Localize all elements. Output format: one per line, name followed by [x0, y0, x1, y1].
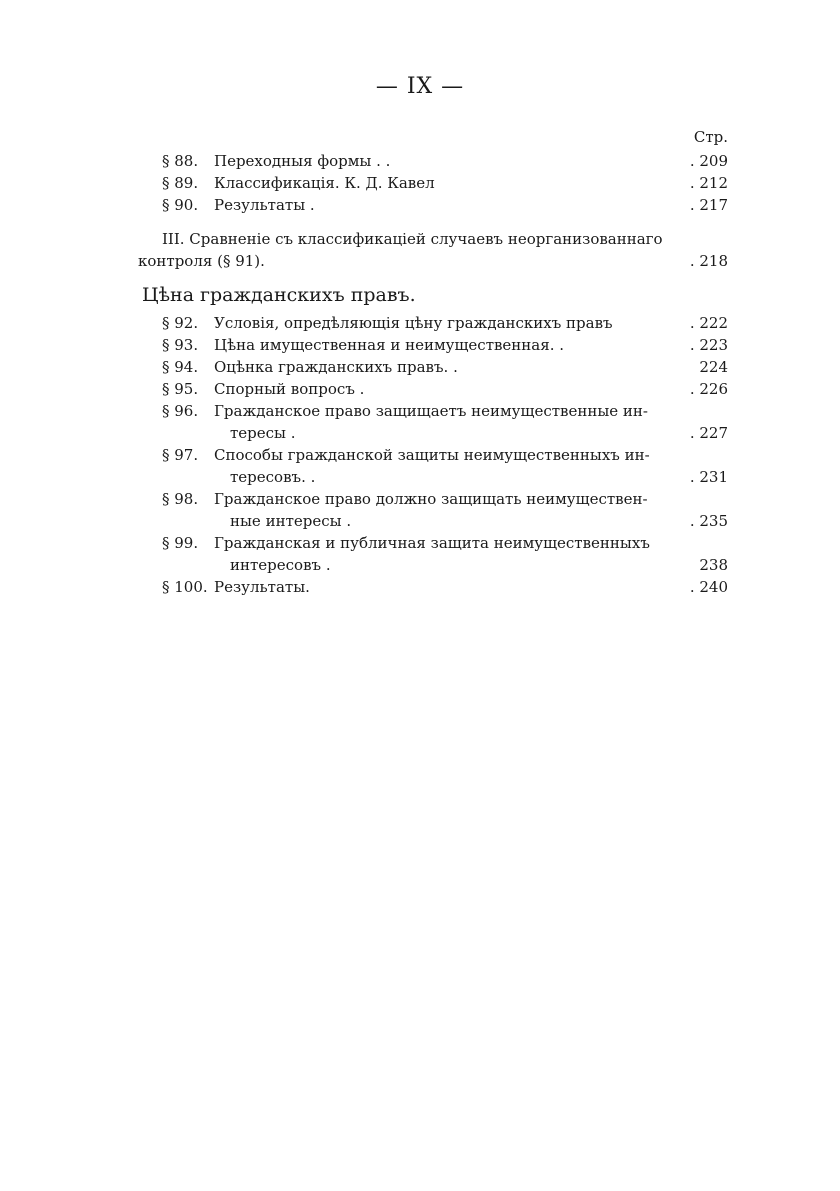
entry-title: Цѣна имущественная и неимущественная. . [214, 336, 565, 354]
toc-entry-90[interactable] [162, 194, 728, 216]
page-number: . 227 [689, 424, 728, 442]
page-column-label: Стр. [693, 128, 728, 146]
page-number: . 223 [689, 336, 728, 354]
entry-title-line-2: контроля (§ 91). [138, 252, 265, 270]
entry-title-continuation: тересовъ. . [230, 468, 316, 486]
entry-title-continuation: ные интересы . [230, 512, 352, 530]
section-number: § 94. [162, 358, 199, 376]
page-number: . 226 [689, 380, 728, 398]
entry-title: Оцѣнка гражданскихъ правъ. . [214, 358, 458, 376]
entry-title-line-1: III. Сравненіе съ классификаціей случаевъ неорганизованнаго [162, 230, 663, 248]
section-number: § 89. [162, 174, 199, 192]
entry-title: Условія, опредѣляющія цѣну гражданскихъ правъ [214, 314, 613, 332]
toc-entry-98[interactable] [162, 488, 728, 532]
toc-entry-roman-iii[interactable] [138, 228, 728, 272]
page-number: 224 [699, 358, 728, 376]
page-number: . 209 [689, 152, 728, 170]
toc-entry-97[interactable] [162, 444, 728, 488]
toc-entry-92[interactable] [162, 312, 728, 334]
entry-title: Переходныя формы . . [214, 152, 391, 170]
toc-entry-96[interactable] [162, 400, 728, 444]
page-number: . 212 [689, 174, 728, 192]
toc-entry-93[interactable] [162, 334, 728, 356]
entry-title: Спорный вопросъ . [214, 380, 365, 398]
section-number: § 95. [162, 380, 199, 398]
section-number: § 96. [162, 402, 199, 420]
entry-title: Способы гражданской защиты неимущественныхъ ин- [214, 446, 650, 464]
chapter-heading: Цѣна гражданскихъ правъ. [142, 284, 416, 306]
entry-title: Гражданская и публичная защита неимущественныхъ [214, 534, 650, 552]
section-number: § 98. [162, 490, 199, 508]
toc-entry-89[interactable] [162, 172, 728, 194]
table-of-contents [138, 126, 728, 598]
section-a-list [162, 150, 728, 216]
entry-title-continuation: интересовъ . [230, 556, 331, 574]
page-number: . 218 [689, 252, 728, 270]
section-number: § 88. [162, 152, 199, 170]
entry-title: Результаты. [214, 578, 310, 596]
toc-entry-88[interactable] [162, 150, 728, 172]
entry-title: Результаты . [214, 196, 315, 214]
section-number: § 92. [162, 314, 199, 332]
page-number: 238 [699, 556, 728, 574]
section-number: § 97. [162, 446, 199, 464]
toc-entry-95[interactable] [162, 378, 728, 400]
page-number: . 222 [689, 314, 728, 332]
entry-title-continuation: тересы . [230, 424, 296, 442]
toc-entry-94[interactable] [162, 356, 728, 378]
page-number: . 235 [689, 512, 728, 530]
section-number: § 100. [162, 578, 208, 596]
page-number: . 217 [689, 196, 728, 214]
section-number: § 99. [162, 534, 199, 552]
page-folio: — IX — [375, 74, 465, 99]
entry-title: Классификація. К. Д. Кавел [214, 174, 435, 192]
entry-title: Гражданское право должно защищать неимуществен- [214, 490, 648, 508]
entry-title: Гражданское право защищаетъ неимущественные ин- [214, 402, 648, 420]
section-b-list [162, 312, 728, 598]
page-number: . 240 [689, 578, 728, 596]
toc-entry-99[interactable] [162, 532, 728, 576]
section-number: § 90. [162, 196, 199, 214]
section-number: § 93. [162, 336, 199, 354]
page-number: . 231 [689, 468, 728, 486]
toc-entry-100[interactable] [162, 576, 728, 598]
